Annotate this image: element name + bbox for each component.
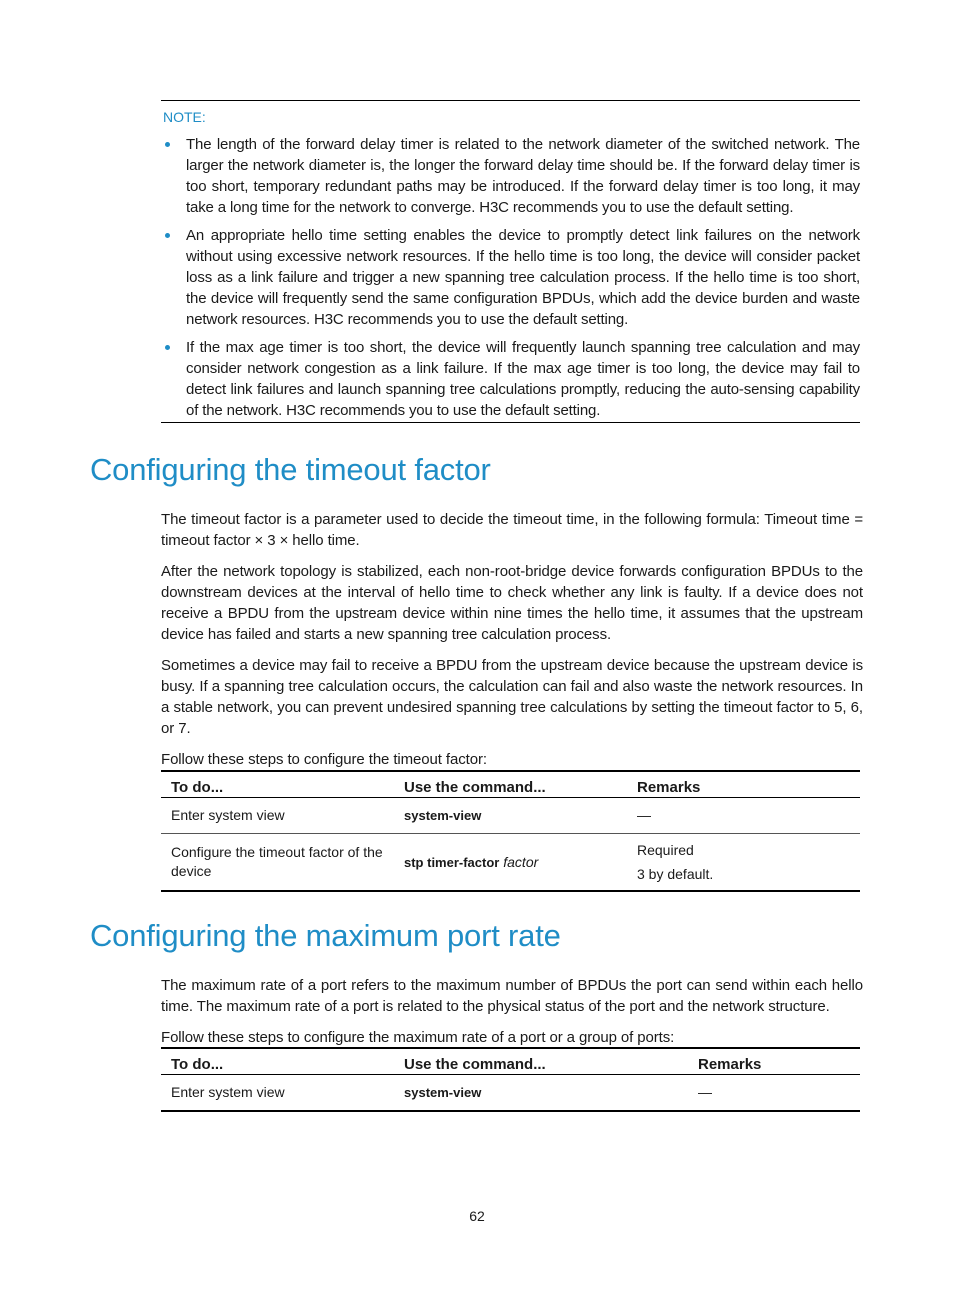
command-cell — [394, 1075, 688, 1112]
todo-cell: Enter system view — [171, 807, 285, 823]
bullet-icon — [165, 142, 170, 147]
column-header: To do... — [161, 1048, 394, 1075]
note-box — [161, 100, 860, 423]
remarks-cell: — — [698, 1084, 712, 1100]
paragraph: The timeout factor is a parameter used to decide the timeout time, in the following formula: Timeout time = timeout factor × 3 × hello time. — [161, 511, 863, 549]
remarks-cell: — — [637, 807, 651, 823]
remarks-line: Required — [637, 842, 694, 858]
table-row — [161, 1075, 860, 1112]
command-cell — [394, 798, 627, 834]
note-item: The length of the forward delay timer is related to the network diameter of the switched network. The larger the network diameter is, the longer the forward delay time should be. If the forward delay timer is too short, temporary redundant paths may be introduced. If the forward delay timer is too long, it may take a long time for the network to converge. H3C recommends you to use the default setting. — [161, 134, 860, 218]
section-heading-maximum-port-rate: Configuring the maximum port rate — [90, 918, 561, 953]
command-table-timeout-factor — [161, 770, 860, 892]
bullet-icon — [165, 345, 170, 350]
column-header: Use the command... — [394, 1048, 688, 1075]
column-header: Remarks — [688, 1048, 860, 1075]
command-table-max-port-rate — [161, 1047, 860, 1112]
paragraph: After the network topology is stabilized, each non-root-bridge device forwards configuration BPDUs to the downstream devices at the interval of hello time to check whether any link is faulty. If a device does not receive a BPDU from the upstream device within nine times the hello time, it assumes that the upstream device has failed and starts a new spanning tree calculation process. — [161, 563, 863, 643]
command-text: system-view — [404, 1085, 482, 1100]
column-header: Use the command... — [394, 771, 627, 798]
paragraph: The maximum rate of a port refers to the maximum number of BPDUs the port can send within each hello time. The maximum rate of a port is related to the physical status of the port and the network structure. — [161, 977, 863, 1015]
note-item: If the max age timer is too short, the device will frequently launch spanning tree calculation and may consider network congestion as a link failure. If the max age timer is too long, the device may fail to detect link failures and launch spanning tree calculations promptly, reducing the auto-sensing capability of the network. H3C recommends you to use the default setting. — [161, 337, 860, 421]
paragraph: Sometimes a device may fail to receive a BPDU from the upstream device because the upstream device is busy. If a spanning tree calculation occurs, the calculation can fail and also waste the network resources. In a stable network, you can prevent undesired spanning tree calculations by setting the timeout factor to 5, 6, or 7. — [161, 657, 863, 737]
command-text: stp timer-factor — [404, 854, 500, 870]
command-cell — [394, 834, 627, 892]
paragraph: Follow these steps to configure the timeout factor: — [161, 751, 487, 768]
todo-cell: Enter system view — [171, 1084, 285, 1100]
page-number: 62 — [469, 1208, 485, 1224]
note-list — [161, 134, 860, 421]
section-heading-timeout-factor: Configuring the timeout factor — [90, 452, 491, 487]
command-text: system-view — [404, 808, 482, 823]
paragraph: Follow these steps to configure the maximum rate of a port or a group of ports: — [161, 1029, 675, 1046]
command-argument: factor — [503, 853, 539, 870]
column-header: To do... — [161, 771, 394, 798]
note-label: NOTE: — [163, 109, 206, 125]
table-header-row — [161, 771, 860, 798]
note-item: An appropriate hello time setting enables the device to promptly detect link failures on the network without using excessive network resources. If the hello time is too long, the device will consider packet loss as a link failure and trigger a new spanning tree calculation process. If the hello time is too short, the device will frequently send the same configuration BPDUs, which add the device burden and waste network resources. H3C recommends you to use the default setting. — [161, 225, 860, 330]
todo-cell: Configure the timeout factor of the device — [161, 834, 394, 892]
remarks-cell — [627, 834, 860, 892]
bullet-icon — [165, 233, 170, 238]
table-row — [161, 798, 860, 834]
table-header-row — [161, 1048, 860, 1075]
column-header: Remarks — [627, 771, 860, 798]
remarks-line: 3 by default. — [637, 866, 714, 882]
table-row — [161, 834, 860, 892]
